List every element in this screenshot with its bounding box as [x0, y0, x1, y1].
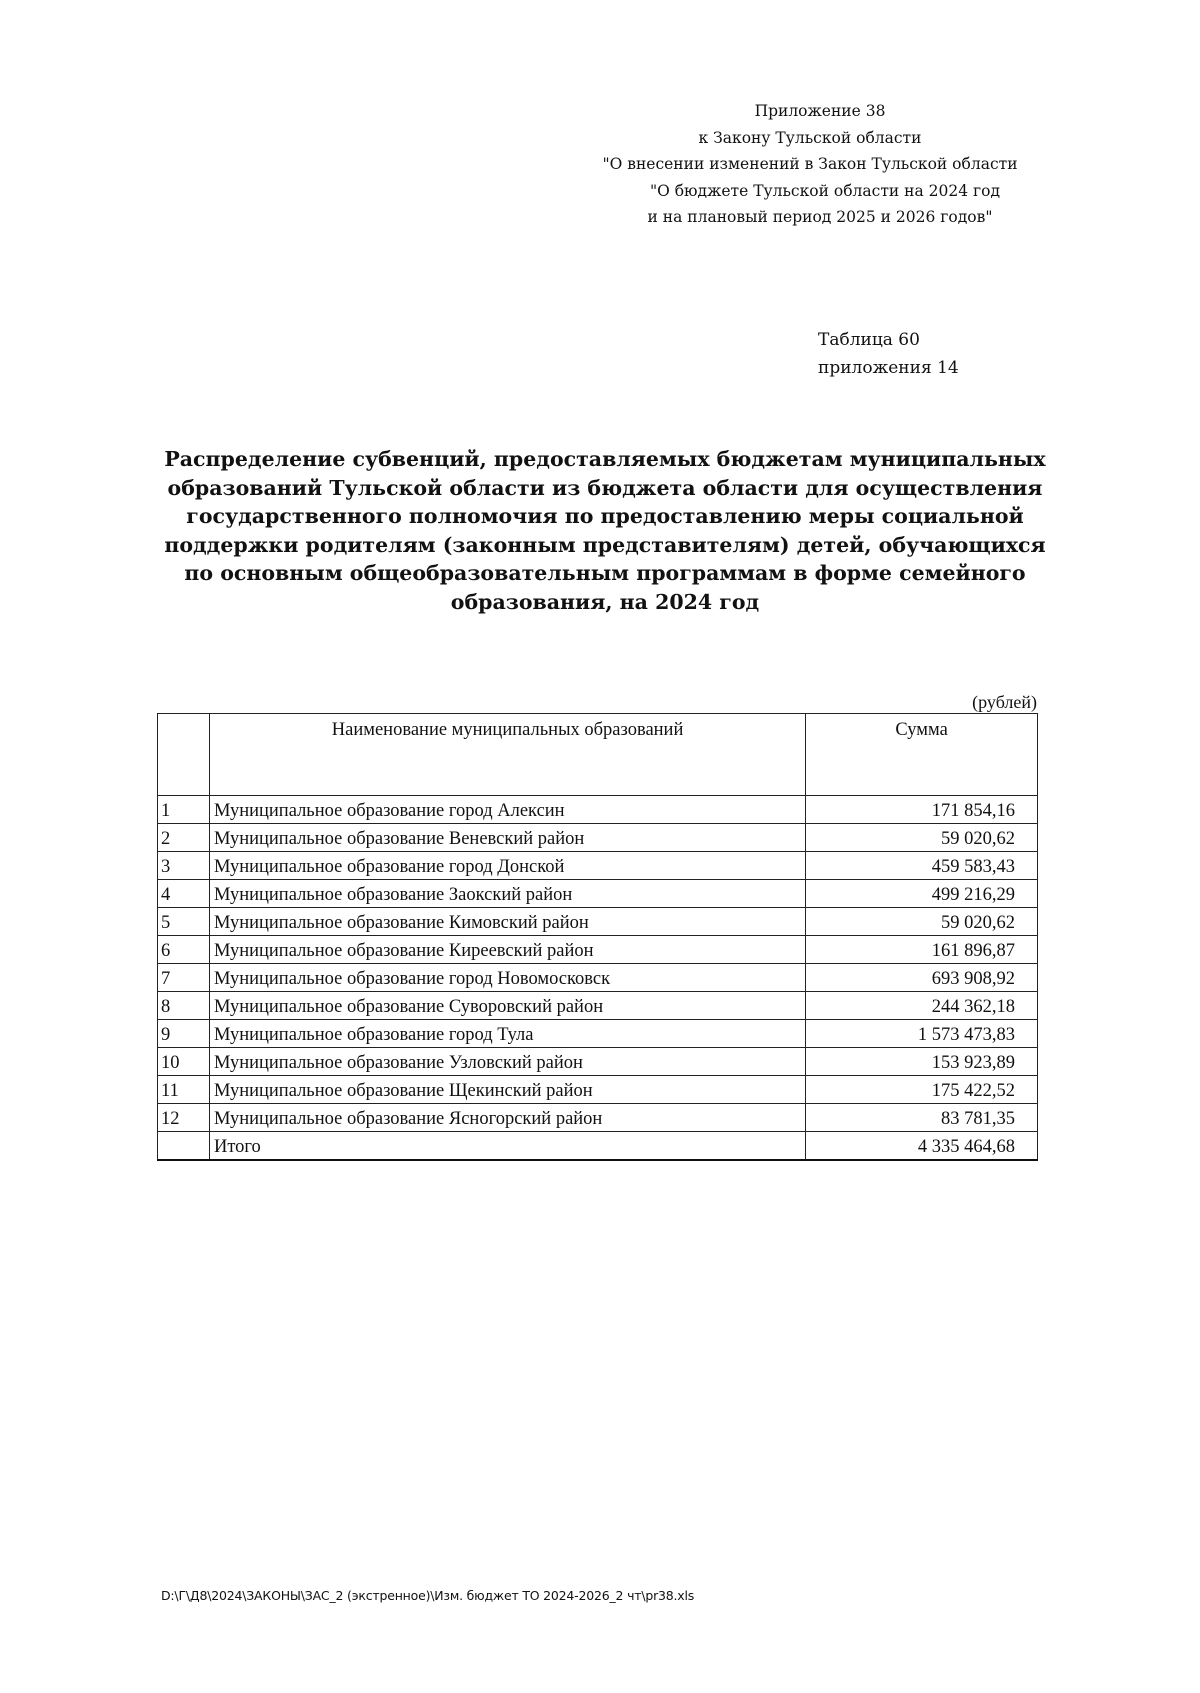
table-row: [158, 1076, 1038, 1104]
cell-num: 9: [158, 1020, 210, 1048]
cell-num: 2: [158, 824, 210, 852]
distribution-table: [157, 713, 1038, 1161]
cell-sum: 499 216,29: [806, 880, 1038, 908]
cell-sum: 1 573 473,83: [806, 1020, 1038, 1048]
file-path-footer: D:\Г\Д8\2024\ЗАКОНЫ\ЗАС_2 (экстренное)\Изм. бюджет ТО 2024-2026_2 чт\pr38.xls: [161, 1588, 695, 1603]
header-name: Наименование муниципальных образований: [209, 714, 805, 796]
table-body: [158, 714, 1038, 1161]
cell-num: 12: [158, 1104, 210, 1132]
table-reference: [818, 326, 959, 382]
cell-name: Муниципальное образование Узловский район: [209, 1048, 805, 1076]
cell-name: Муниципальное образование город Алексин: [209, 796, 805, 824]
cell-sum: 153 923,89: [806, 1048, 1038, 1076]
table-row: [158, 1104, 1038, 1132]
cell-num: 8: [158, 992, 210, 1020]
cell-name: Муниципальное образование Ясногорский район: [209, 1104, 805, 1132]
cell-name: Муниципальное образование Заокский район: [209, 880, 805, 908]
table-row: [158, 852, 1038, 880]
cell-sum: 244 362,18: [806, 992, 1038, 1020]
cell-sum: 161 896,87: [806, 936, 1038, 964]
appendix-line: и на плановый период 2025 и 2026 годов": [647, 208, 993, 226]
table-row: [158, 824, 1038, 852]
table-row: [158, 1020, 1038, 1048]
cell-sum: 693 908,92: [806, 964, 1038, 992]
table-row: [158, 908, 1038, 936]
cell-sum: 171 854,16: [806, 796, 1038, 824]
table-row: [158, 796, 1038, 824]
cell-name: Муниципальное образование Веневский район: [209, 824, 805, 852]
cell-sum: 175 422,52: [806, 1076, 1038, 1104]
cell-name: Муниципальное образование Суворовский район: [209, 992, 805, 1020]
cell-sum: 4 335 464,68: [806, 1132, 1038, 1161]
cell-sum: 83 781,35: [806, 1104, 1038, 1132]
table-number: Таблица 60: [818, 330, 920, 350]
header-num: [158, 714, 210, 796]
cell-num: 5: [158, 908, 210, 936]
cell-num: 4: [158, 880, 210, 908]
appendix-number: приложения 14: [818, 358, 959, 378]
cell-num: [158, 1132, 210, 1161]
appendix-line: Приложение 38: [754, 102, 886, 120]
cell-sum: 59 020,62: [806, 908, 1038, 936]
cell-name: Муниципальное образование город Тула: [209, 1020, 805, 1048]
cell-num: 7: [158, 964, 210, 992]
cell-num: 3: [158, 852, 210, 880]
header-sum: Сумма: [806, 714, 1038, 796]
table-row: [158, 992, 1038, 1020]
cell-num: 6: [158, 936, 210, 964]
cell-num: 11: [158, 1076, 210, 1104]
appendix-line: "О бюджете Тульской области на 2024 год: [649, 181, 1001, 200]
appendix-line: к Закону Тульской области: [698, 128, 922, 147]
appendix-line: "О внесении изменений в Закон Тульской области: [602, 155, 1018, 173]
cell-name: Муниципальное образование Киреевский район: [209, 936, 805, 964]
cell-name: Муниципальное образование город Новомосковск: [209, 964, 805, 992]
table-header-row: [158, 714, 1038, 796]
cell-name: Муниципальное образование Щекинский район: [209, 1076, 805, 1104]
document-title: Распределение субвенций, предоставляемых бюджетам муниципальных образований Тульской области из бюджета области для осуществления государственного полномочия по предоставлению меры социальной поддержки родителям (законным представителям) детей, обучающихся по основным общеобразовательным программам в форме семейного образования, на 2024 год: [164, 447, 1046, 614]
cell-name: Муниципальное образование город Донской: [209, 852, 805, 880]
total-row: [158, 1132, 1038, 1161]
cell-num: 10: [158, 1048, 210, 1076]
table-row: [158, 1048, 1038, 1076]
cell-name: Муниципальное образование Кимовский район: [209, 908, 805, 936]
table-row: [158, 936, 1038, 964]
cell-name: Итого: [209, 1132, 805, 1161]
cell-sum: 459 583,43: [806, 852, 1038, 880]
cell-sum: 59 020,62: [806, 824, 1038, 852]
table-row: [158, 880, 1038, 908]
currency-unit: (рублей): [972, 692, 1037, 712]
appendix-header: [600, 98, 1020, 231]
cell-num: 1: [158, 796, 210, 824]
table-row: [158, 964, 1038, 992]
